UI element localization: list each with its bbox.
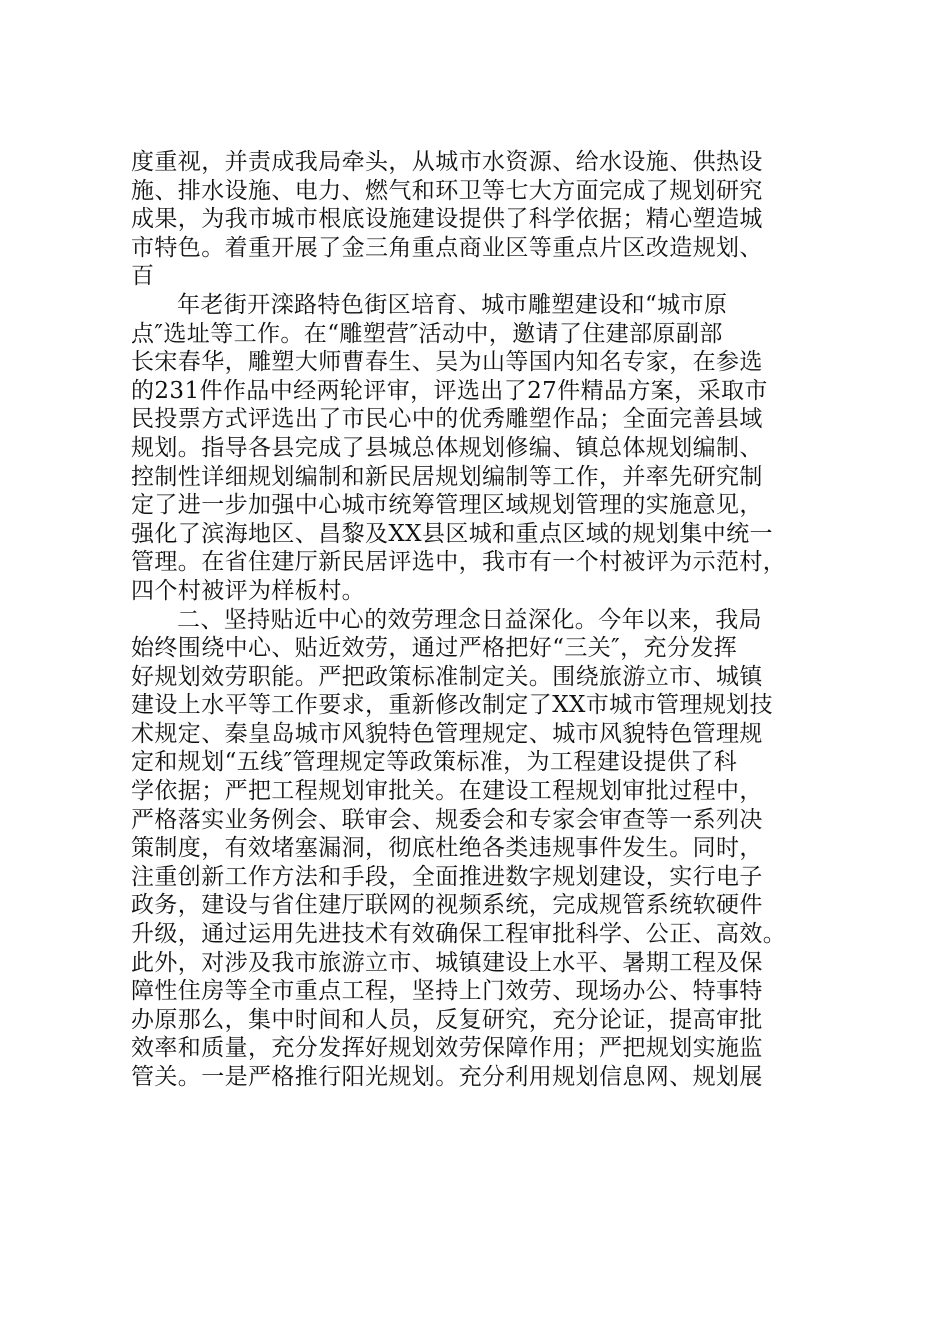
text-line: 升级，通过运用先进技术有效确保工程审批科学、公正、高效。 xyxy=(131,921,787,948)
text-line: 严格落实业务例会、联审会、规委会和专家会审查等一系列决 xyxy=(131,806,763,833)
text-line: 的231件作品中经两轮评审，评选出了27件精品方案，采取市 xyxy=(131,377,768,404)
text-line: 办原那么，集中时间和人员，反复研究，充分论证，提高审批 xyxy=(131,1006,763,1033)
text-line: 好规划效劳职能。严把政策标准制定关。围绕旅游立市、城镇 xyxy=(131,663,763,690)
paragraph-start-line: 二、坚持贴近中心的效劳理念日益深化。今年以来，我局 xyxy=(177,606,762,633)
text-line: 管理。在省住建厅新民居评选中，我市有一个村被评为示范村， xyxy=(131,549,787,576)
text-line: 此外，对涉及我市旅游立市、城镇建设上水平、暑期工程及保 xyxy=(131,949,763,976)
text-line: 注重创新工作方法和手段，全面推进数字规划建设，实行电子 xyxy=(131,863,763,890)
text-line: 学依据；严把工程规划审批关。在建设工程规划审批过程中， xyxy=(131,778,763,805)
text-line: 控制性详细规划编制和新民居规划编制等工作，并率先研究制 xyxy=(131,463,763,490)
text-line: 民投票方式评选出了市民心中的优秀雕塑作品；全面完善县域 xyxy=(131,406,763,433)
text-line: 四个村被评为样板村。 xyxy=(131,577,365,604)
text-line: 管关。一是严格推行阳光规划。充分利用规划信息网、规划展 xyxy=(131,1064,763,1090)
text-line: 策制度，有效堵塞漏洞，彻底杜绝各类违规事件发生。同时， xyxy=(131,835,763,862)
text-line: 强化了滨海地区、昌黎及XX县区城和重点区域的规划集中统一 xyxy=(131,520,773,547)
text-line: 长宋春华，雕塑大师曹春生、吴为山等国内知名专家，在参选 xyxy=(131,349,763,376)
text-line: 建设上水平等工作要求，重新修改制定了XX市城市管理规划技 xyxy=(131,692,773,719)
text-line: 效率和质量，充分发挥好规划效劳保障作用；严把规划实施监 xyxy=(131,1035,763,1062)
text-line: 政务，建设与省住建厅联网的视频系统，完成规管系统软硬件 xyxy=(131,892,763,919)
document-body xyxy=(131,148,851,1092)
text-line: 定和规划“五线″管理规定等政策标准，为工程建设提供了科 xyxy=(131,749,738,776)
text-line: 成果，为我市城市根底设施建设提供了科学依据；精心塑造城 xyxy=(131,206,763,233)
paragraph-start-line: 年老街开滦路特色街区培育、城市雕塑建设和“城市原 xyxy=(177,291,728,318)
text-line: 术规定、秦皇岛城市风貌特色管理规定、城市风貌特色管理规 xyxy=(131,720,763,747)
text-line: 百 xyxy=(131,263,155,290)
text-line: 定了进一步加强中心城市统筹管理区域规划管理的实施意见， xyxy=(131,492,763,519)
text-line: 市特色。着重开展了金三角重点商业区等重点片区改造规划、 xyxy=(131,234,763,261)
text-line: 规划。指导各县完成了县城总体规划修编、镇总体规划编制、 xyxy=(131,434,763,461)
text-line: 始终围绕中心、贴近效劳，通过严格把好“三关″，充分发挥 xyxy=(131,635,738,662)
text-line: 施、排水设施、电力、燃气和环卫等七大方面完成了规划研究 xyxy=(131,177,763,204)
text-line: 点″选址等工作。在“雕塑营″活动中，邀请了住建部原副部 xyxy=(131,320,723,347)
text-line: 障性住房等全市重点工程，坚持上门效劳、现场办公、特事特 xyxy=(131,978,763,1005)
text-line: 度重视，并责成我局牵头，从城市水资源、给水设施、供热设 xyxy=(131,149,763,175)
